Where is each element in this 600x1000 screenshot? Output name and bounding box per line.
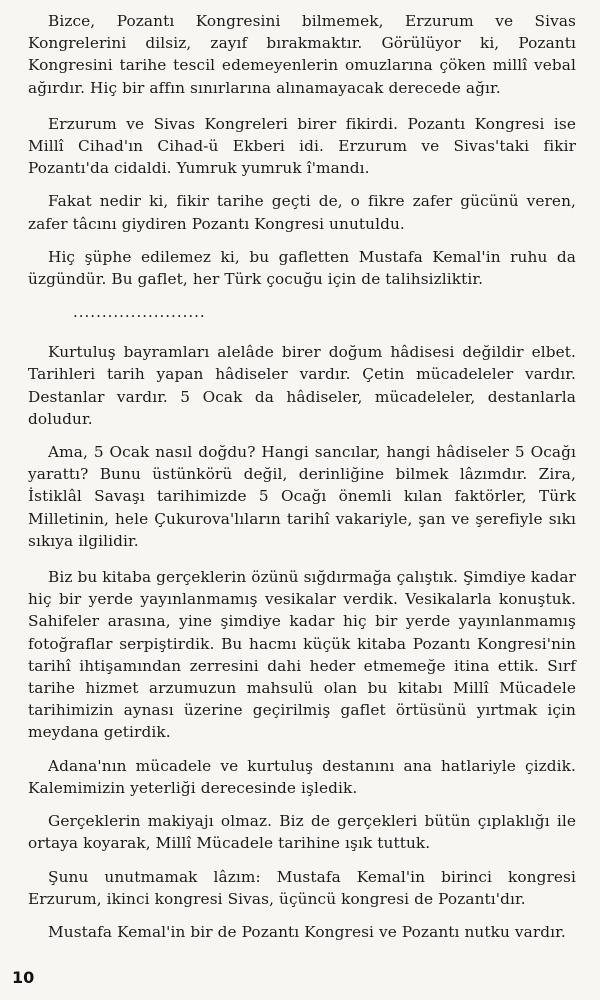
paragraph-pozanti-importance: Bizce, Pozantı Kongresini bilmemek, Erzurum ve Sivas Kongrelerini dilsiz, zayıf bırakmaktır. Görülüyor ki, Pozantı Kongresini tarihe tescil edemeyenlerin omuzlarına çöken millî vebal ağırdır. Hiç bir affın sınırlarına alınamayacak derecede ağır. (28, 12, 576, 97)
page-number: 10 (12, 968, 35, 987)
paragraph-5-ocak: Ama, 5 Ocak nasıl doğdu? Hangi sancılar, hangi hâdiseler 5 Ocağı yarattı? Bunu üstünkörü değil, derinliğine bilmek lâzımdır. Zira, İstiklâl Savaşı tarihimizde 5 Ocağı önemli kılan faktörler, Türk Milletinin, hele Çukurova'lıların tarihî vakariyle, şan ve şerefiyle sıkı sıkıya ilgilidir. (28, 443, 576, 550)
paragraph-pozanti-speech: Mustafa Kemal'in bir de Pozantı Kongresi ve Pozantı nutku vardır. (48, 922, 566, 941)
paragraph-erzurum-sivas: Erzurum ve Sivas Kongreleri birer fikirdi. Pozantı Kongresi ise Millî Cihad'ın Cihad-ü Ekberi idi. Erzurum ve Sivas'taki fikir Pozantı'da cidaldi. Yumruk yumruk î'mandı. (28, 114, 576, 178)
section-separator: ....................... (73, 303, 206, 322)
paragraph-adana-saga: Adana'nın mücadele ve kurtuluş destanını ana hatlariyle çizdik. Kalemimizin yeterliği derecesinde işledik. (28, 756, 576, 797)
paragraph-book-purpose: Biz bu kitaba gerçeklerin özünü sığdırmağa çalıştık. Şimdiye kadar hiç bir yerde yayınlanmamış vesikalar verdik. Vesikalarla konuştuk. Sahifeler arasına, yine şimdiye kadar hiç bir yerde yayınlanmamış fotoğraflar serpiştirdik. Bu hacmı küçük kitaba Pozantı Kongresi'nin tarihî ihtişamından zerresini dahi heder etmemeğe itina ettik. Sırf tarihe hizmet arzumuzun mahsulü olan bu kitabı Millî Mücadele tarihimizin aynası üzerine geçirilmiş gaflet örtüsünü yırtmak için meydana getirdik. (28, 568, 576, 742)
paragraph-truth: Gerçeklerin makiyajı olmaz. Biz de gerçekleri bütün çıplaklığı ile ortaya koyarak, Millî Mücadele tarihine ışık tuttuk. (28, 812, 576, 853)
paragraph-liberation-holidays: Kurtuluş bayramları alelâde birer doğum hâdisesi değildir elbet. Tarihleri tarih yapan hâdiseler vardır. Çetin mücadeleler vardır. Destanlar vardır. 5 Ocak da hâdiseler, mücadeleler, destanlarla doludur. (28, 343, 576, 428)
paragraph-forgotten-congress: Fakat nedir ki, fikir tarihe geçti de, o fikre zafer gücünü veren, zafer tâcını giydiren Pozantı Kongresi unutuldu. (28, 192, 576, 233)
page-body (28, 10, 576, 954)
paragraph-three-congresses: Şunu unutmamak lâzım: Mustafa Kemal'in birinci kongresi Erzurum, ikinci kongresi Sivas, üçüncü kongresi de Pozantı'dır. (28, 867, 576, 908)
paragraph-negligence: Hiç şüphe edilemez ki, bu gafletten Mustafa Kemal'in ruhu da üzgündür. Bu gaflet, her Türk çocuğu için de talihsizliktir. (28, 247, 576, 289)
